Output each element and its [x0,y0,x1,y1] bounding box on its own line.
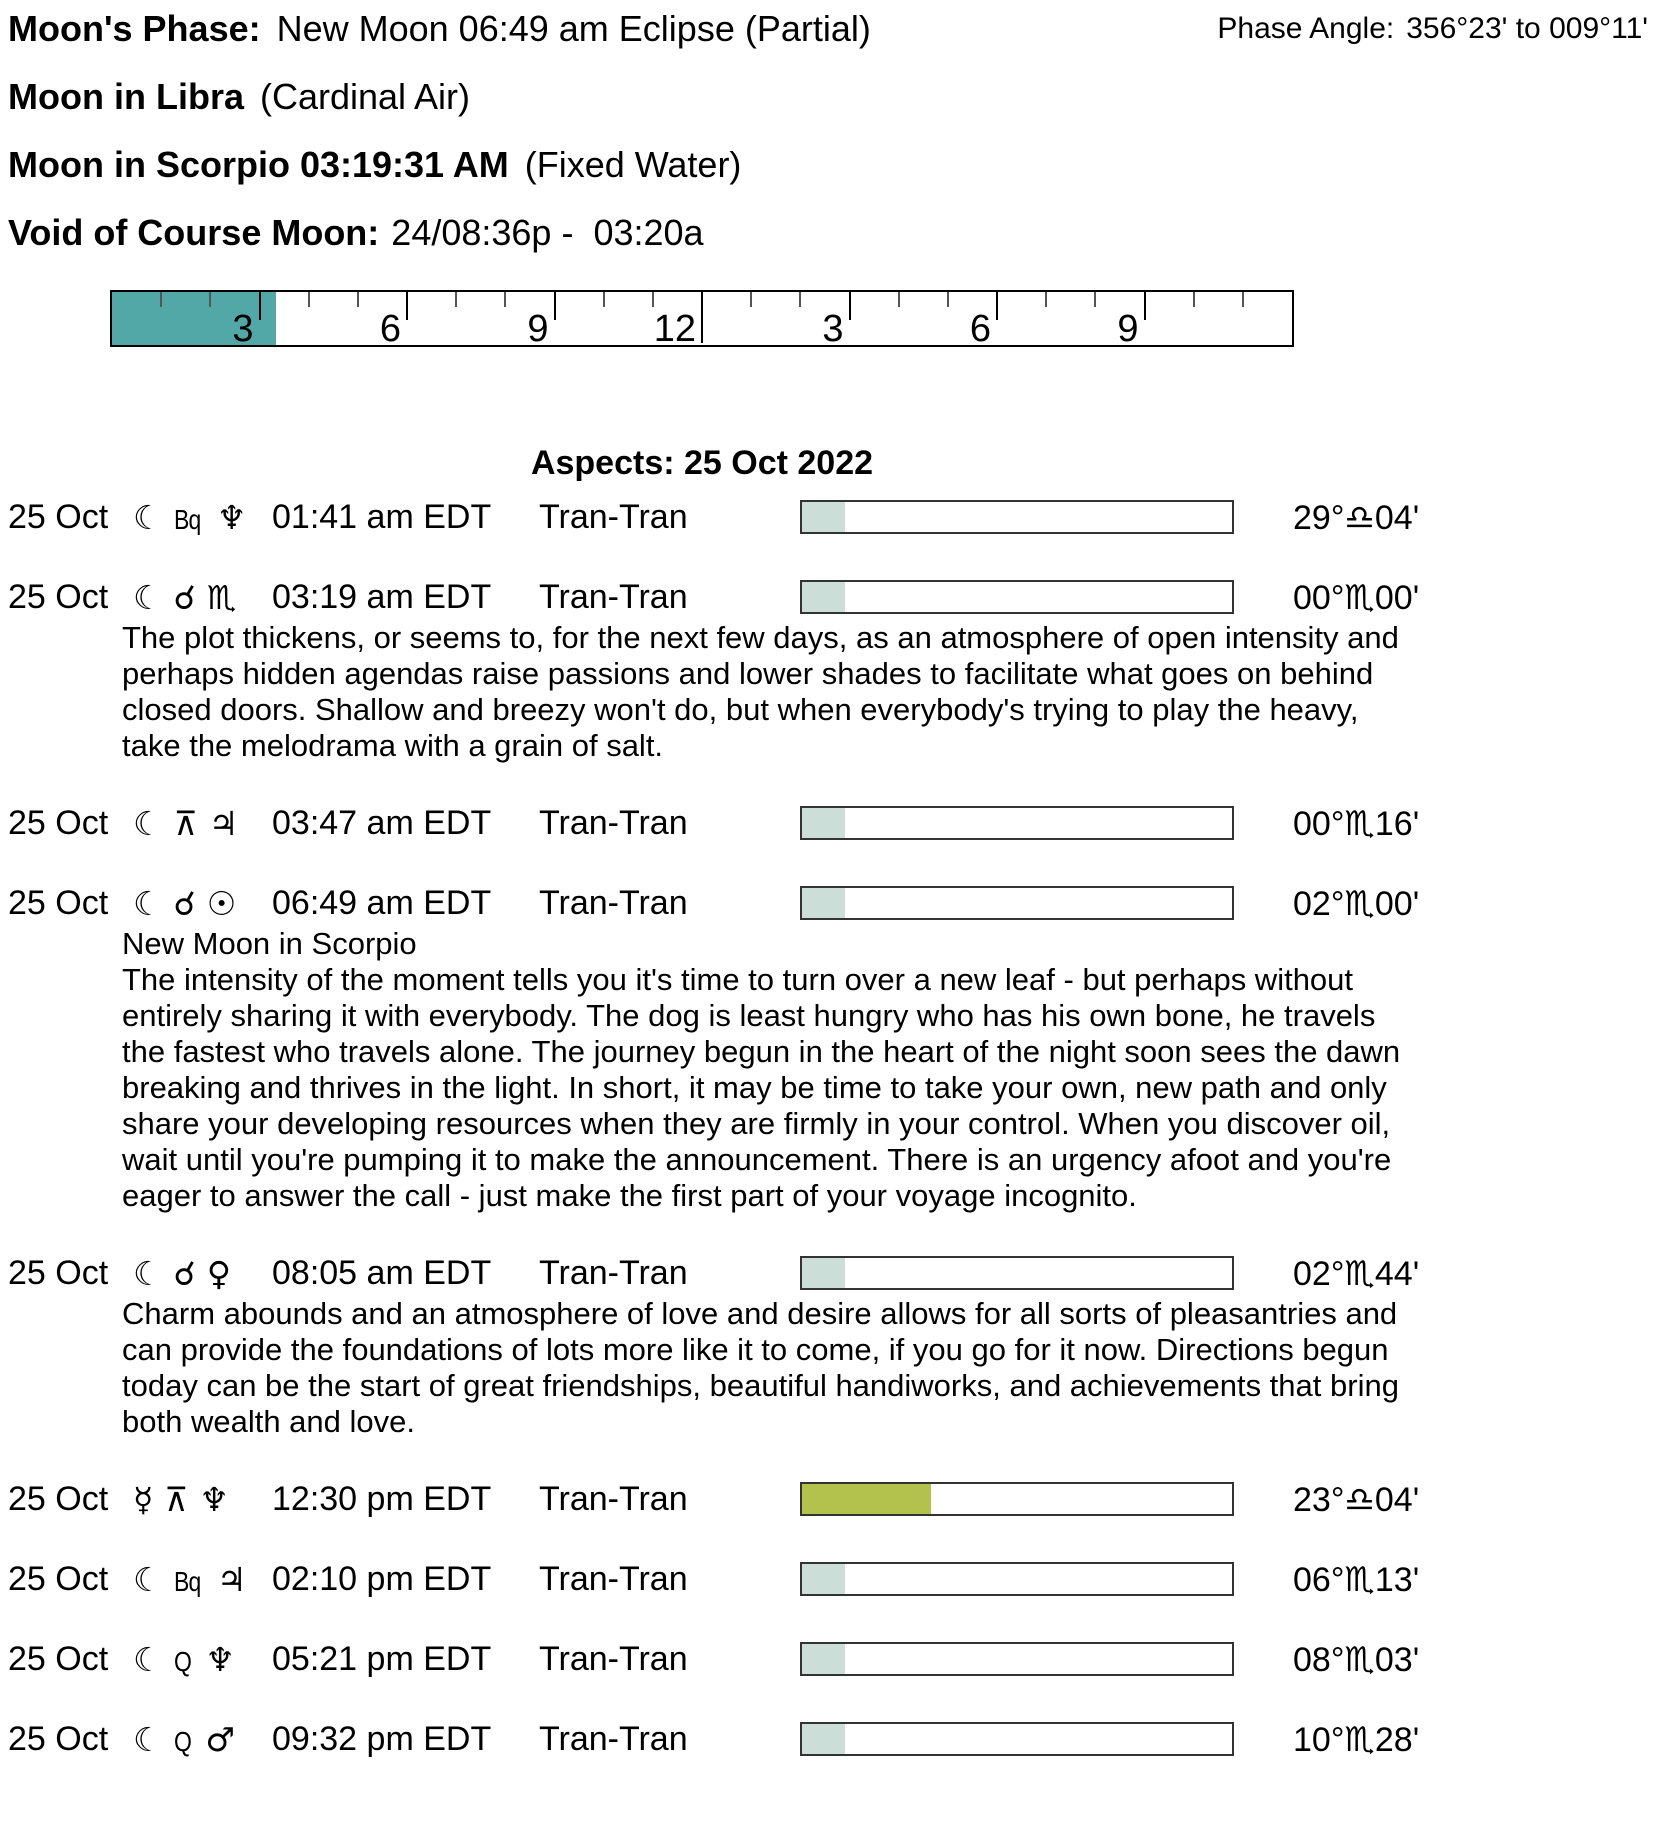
aspect-orb-bar[interactable] [800,1256,1234,1290]
ruler-hour-tick [1045,292,1047,307]
ruler-hour-label: 9 [527,308,549,350]
aspect-date: 25 Oct [8,1254,109,1292]
moons-phase-value: New Moon 06:49 am Eclipse (Partial) [276,8,871,49]
aspect-type: Tran-Tran [539,1254,688,1292]
ruler-hour-tick [209,292,211,307]
neptune-symbol: ♆ [205,1640,235,1679]
jupiter-symbol: ♃ [216,1560,247,1599]
aspect-time: 08:05 am EDT [272,1254,492,1292]
aspect-description: New Moon in Scorpio The intensity of the moment tells you it's time to turn over a new leaf - but perhaps without entirely sharing it with everybody. The dog is least hungry who has his own bone, he travels the fastest who travels alone. The journey begun in the heart of the night soon sees the dawn breaking and thrives in the light. In short, it may be time to take your own, new path and only share your developing resources when they are firmly in your control. When you discover oil, wait until you're pumping it to make the announcement. There is an urgency afoot and you're eager to answer the call - just make the first part of your voyage incognito. [122,926,1401,1213]
sun-symbol: ☉ [206,884,237,923]
aspect-degree: 06°♏13' [1293,1561,1420,1599]
ruler-hour-tick [308,292,310,307]
aspect-time: 01:41 am EDT [272,498,492,536]
aspect-date: 25 Oct [8,1480,109,1518]
aspect-orb-bar[interactable] [800,1482,1234,1516]
jupiter-symbol: ♃ [208,804,239,843]
ruler-hour-tick [652,292,654,307]
moon-sign-scorpio-label: Moon in Scorpio 03:19:31 AM [8,144,509,185]
aspect-orb-bar-fill [802,808,845,838]
aspect-degree: 02°♏00' [1293,885,1420,923]
aspect-type: Tran-Tran [539,578,688,616]
moon-sign-scorpio-line [8,144,741,186]
aspect-degree: 10°♏28' [1293,1721,1420,1759]
aspect-date: 25 Oct [8,1560,109,1598]
aspect-row [0,884,1654,1214]
aspect-degree: 00°♏16' [1293,805,1420,843]
ruler-hour-label: 9 [1117,308,1139,350]
aspect-line[interactable] [0,1254,1654,1294]
void-of-course-ruler[interactable] [110,290,1294,350]
ruler-hour-tick [603,292,605,307]
phase-angle-value: 356°23' to 009°11' [1406,12,1648,45]
moon-symbol: ☾ [133,804,163,843]
moon-symbol: ☾ [133,1720,163,1759]
void-of-course-line [8,212,704,254]
ruler-hour-tick [160,292,162,307]
moon-symbol: ☾ [133,1640,163,1679]
mercury-symbol: ☿ [133,1480,154,1519]
scorpio-symbol: ♏ [206,578,237,617]
conjunction-symbol: ☌ [173,1254,196,1293]
aspect-symbols [133,804,249,844]
moon-sign-libra-element: (Cardinal Air) [259,76,471,117]
ruler-hour-tick [504,292,506,307]
aspect-line[interactable] [0,1640,1654,1680]
aspect-symbols [133,498,257,538]
aspect-type: Tran-Tran [539,804,688,842]
biquintile-symbol: Bq [173,1566,201,1597]
aspect-time: 09:32 pm EDT [272,1720,492,1758]
moon-symbol: ☾ [133,1254,163,1293]
aspect-type: Tran-Tran [539,1720,688,1758]
aspect-time: 12:30 pm EDT [272,1480,492,1518]
aspect-orb-bar-fill [802,1564,845,1594]
aspect-orb-bar-fill [802,582,845,612]
aspect-line[interactable] [0,498,1654,538]
aspect-time: 02:10 pm EDT [272,1560,492,1598]
phase-angle [1217,12,1648,46]
aspect-orb-bar-fill [802,1258,845,1288]
ruler-hour-tick [455,292,457,307]
aspect-symbols [133,1480,240,1520]
aspect-orb-bar[interactable] [800,806,1234,840]
aspect-orb-bar[interactable] [800,500,1234,534]
aspect-orb-bar-fill [802,1724,845,1754]
ruler-hour-tick [1193,292,1195,307]
aspect-orb-bar[interactable] [800,1722,1234,1756]
moons-phase-line [8,8,871,50]
ruler-hour-label: 12 [653,308,696,350]
moons-phase-label: Moon's Phase: [8,8,261,49]
aspect-type: Tran-Tran [539,1480,688,1518]
aspect-row [0,1480,1654,1520]
aspect-type: Tran-Tran [539,1560,688,1598]
mars-symbol: ♂ [205,1720,235,1759]
aspect-description: The plot thickens, or seems to, for the next few days, as an atmosphere of open intensity and perhaps hidden agendas raise passions and lower shades to facilitate what goes on behind closed doors. Shallow and breezy won't do, but when everybody's trying to play the heavy, take the melodrama with a grain of salt. [122,620,1399,763]
neptune-symbol: ♆ [199,1480,230,1519]
aspect-orb-bar[interactable] [800,1642,1234,1676]
conjunction-symbol: ☌ [173,884,196,923]
venus-symbol: ♀ [206,1254,231,1293]
aspect-line[interactable] [0,1720,1654,1760]
aspect-time: 03:19 am EDT [272,578,492,616]
void-of-course-label: Void of Course Moon: [8,212,380,253]
ruler-hour-label: 6 [379,308,401,350]
quintile-symbol: Q [173,1726,191,1757]
moon-sign-libra-line [8,76,470,118]
aspect-orb-bar[interactable] [800,886,1234,920]
aspect-line[interactable] [0,884,1654,924]
aspect-degree: 29°♎04' [1293,499,1420,537]
aspect-type: Tran-Tran [539,884,688,922]
aspect-row [0,1640,1654,1680]
ruler-hour-tick [898,292,900,307]
ruler-hour-tick [1094,292,1096,307]
aspect-symbols [133,1560,257,1600]
aspect-symbols [133,1640,246,1680]
aspect-date: 25 Oct [8,498,109,536]
ruler-hour-tick [750,292,752,307]
moon-symbol: ☾ [133,1560,163,1599]
ruler-hour-tick [947,292,949,307]
quintile-symbol: Q [173,1646,191,1677]
aspect-orb-bar-fill [802,1644,845,1674]
aspect-orb-bar[interactable] [800,1562,1234,1596]
aspect-orb-bar-fill [802,1484,931,1514]
moon-symbol: ☾ [133,498,163,537]
aspect-row [0,1254,1654,1440]
quincunx-symbol: ⊼ [164,1480,189,1519]
aspect-degree: 00°♏00' [1293,579,1420,617]
ruler-hour-tick [1242,292,1244,307]
ruler-hour-tick [799,292,801,307]
aspect-line[interactable] [0,1560,1654,1600]
aspect-date: 25 Oct [8,1720,109,1758]
aspect-degree: 23°♎04' [1293,1481,1420,1519]
neptune-symbol: ♆ [216,498,247,537]
aspect-time: 05:21 pm EDT [272,1640,492,1678]
aspect-row [0,1560,1654,1600]
aspect-symbols [133,1720,246,1760]
moon-symbol: ☾ [133,884,163,923]
aspect-line[interactable] [0,578,1654,618]
aspect-orb-bar[interactable] [800,580,1234,614]
moon-sign-libra-label: Moon in Libra [8,76,244,117]
quincunx-symbol: ⊼ [173,804,198,843]
aspect-symbols [133,1254,242,1294]
aspect-symbols [133,578,247,618]
aspect-orb-bar-fill [802,502,845,532]
aspect-date: 25 Oct [8,884,109,922]
aspect-row [0,578,1654,764]
aspect-description: Charm abounds and an atmosphere of love and desire allows for all sorts of pleasantries and can provide the foundations of lots more like it to come, if you go for it now. Directions begun today can be the start of great friendships, beautiful handiworks, and achievements that bring both wealth and love. [122,1296,1399,1439]
aspect-type: Tran-Tran [539,1640,688,1678]
aspect-date: 25 Oct [8,578,109,616]
biquintile-symbol: Bq [173,504,201,535]
aspect-date: 25 Oct [8,1640,109,1678]
aspect-type: Tran-Tran [539,498,688,536]
aspects-title: Aspects: 25 Oct 2022 [530,444,874,482]
ruler-hour-label: 3 [822,308,844,350]
aspect-symbols [133,884,247,924]
aspect-time: 03:47 am EDT [272,804,492,842]
moon-sign-scorpio-element: (Fixed Water) [524,144,742,185]
aspect-degree: 08°♏03' [1293,1641,1420,1679]
aspect-degree: 02°♏44' [1293,1255,1420,1293]
aspect-date: 25 Oct [8,804,109,842]
aspect-list [0,498,1654,1800]
conjunction-symbol: ☌ [173,578,196,617]
phase-angle-label: Phase Angle: [1217,12,1395,45]
aspect-time: 06:49 am EDT [272,884,492,922]
aspect-line[interactable] [0,804,1654,844]
ruler-hour-tick [357,292,359,307]
aspect-line[interactable] [0,1480,1654,1520]
moon-symbol: ☾ [133,578,163,617]
ruler-hour-label: 6 [969,308,991,350]
void-of-course-value: 24/08:36p - 03:20a [391,212,704,253]
ruler-hour-label: 3 [232,308,254,350]
aspect-row [0,498,1654,538]
aspect-row [0,1720,1654,1760]
aspect-row [0,804,1654,844]
aspect-orb-bar-fill [802,888,845,918]
